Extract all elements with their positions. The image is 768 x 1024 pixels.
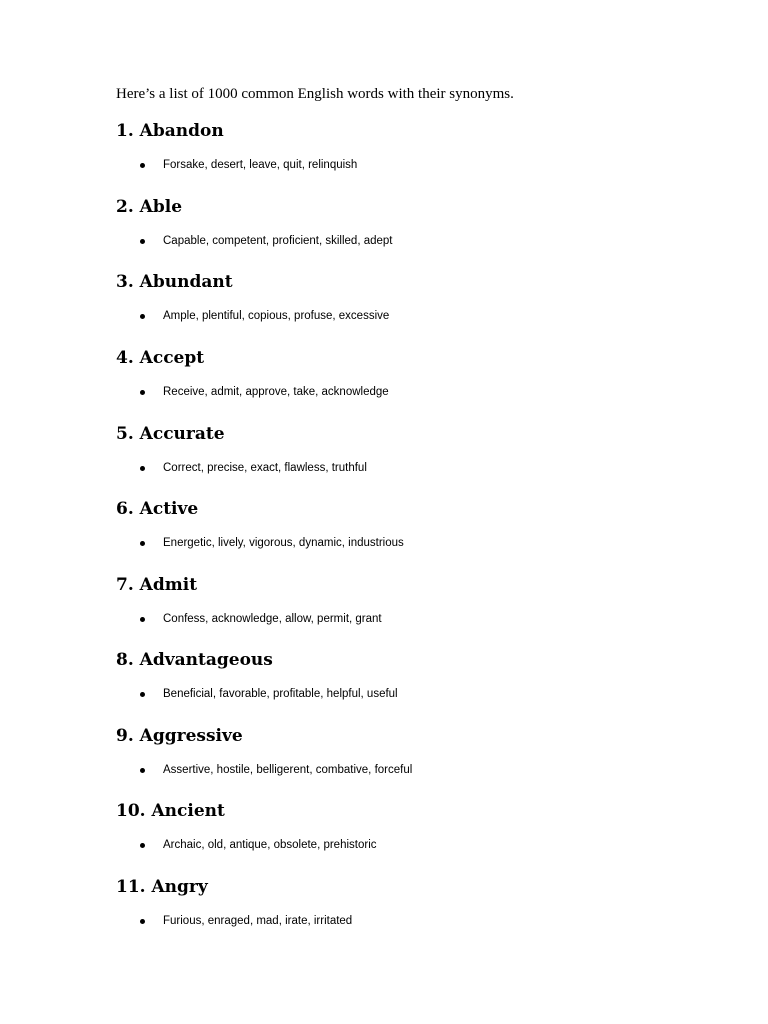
word-entry [0,197,768,273]
synonyms-text: Correct, precise, exact, flawless, truthful [163,462,367,474]
bullet-icon [140,314,145,319]
word-heading: 7. Admit [116,575,198,595]
bullet-icon [140,692,145,697]
word-heading: 11. Angry [116,877,208,897]
bullet-icon [140,390,145,395]
word-heading: 3. Abundant [116,272,233,292]
word-heading: 9. Aggressive [116,726,243,746]
word-heading: 5. Accurate [116,424,225,444]
word-entry [0,726,768,802]
word-entry [0,499,768,575]
synonyms-text: Furious, enraged, mad, irate, irritated [163,915,353,927]
word-entry [0,801,768,877]
synonyms-text: Archaic, old, antique, obsolete, prehistoric [163,839,377,851]
bullet-icon [140,466,145,471]
word-heading: 2. Able [116,197,183,217]
synonyms-text: Receive, admit, approve, take, acknowledge [163,386,389,398]
synonyms-text: Forsake, desert, leave, quit, relinquish [163,159,358,171]
synonyms-text: Energetic, lively, vigorous, dynamic, industrious [163,537,404,549]
intro-text: Here’s a list of 1000 common English words with their synonyms. [116,86,514,102]
word-entry [0,575,768,651]
bullet-icon [140,919,145,924]
word-heading: 8. Advantageous [116,650,273,670]
bullet-icon [140,768,145,773]
word-heading: 6. Active [116,499,199,519]
word-entry [0,272,768,348]
word-entry [0,424,768,500]
word-heading: 4. Accept [116,348,205,368]
word-entry [0,348,768,424]
word-entry [0,650,768,726]
bullet-icon [140,163,145,168]
synonyms-text: Capable, competent, proficient, skilled, adept [163,235,393,247]
bullet-icon [140,541,145,546]
bullet-icon [140,843,145,848]
bullet-icon [140,239,145,244]
word-heading: 1. Abandon [116,121,224,141]
synonyms-text: Confess, acknowledge, allow, permit, grant [163,613,382,625]
bullet-icon [140,617,145,622]
word-entry [0,877,768,953]
synonyms-text: Ample, plentiful, copious, profuse, excessive [163,310,390,322]
synonyms-text: Assertive, hostile, belligerent, combative, forceful [163,764,413,776]
word-entry [0,121,768,197]
word-heading: 10. Ancient [116,801,225,821]
synonyms-text: Beneficial, favorable, profitable, helpful, useful [163,688,398,700]
